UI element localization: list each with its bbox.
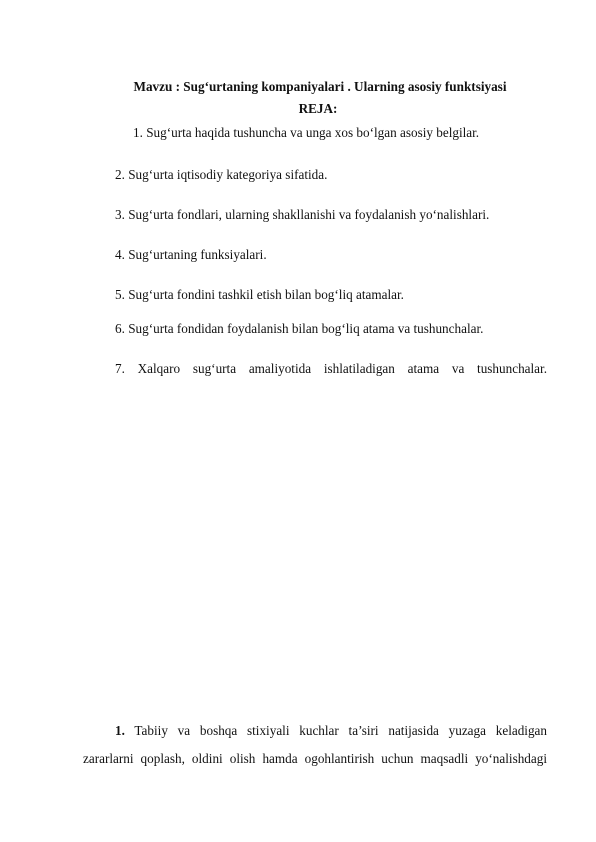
body-paragraph (83, 717, 547, 773)
plan-item-6: 6. Sug‘urta fondidan foydalanish bilan bog‘liq atama va tushunchalar. (115, 321, 484, 336)
document-title-text: Mavzu : Sug‘urtaning kompaniyalari . Ularning asosiy funktsiyasi (133, 79, 507, 94)
plan-item-5: 5. Sug‘urta fondini tashkil etish bilan bog‘liq atamalar. (115, 287, 404, 302)
body-paragraph-line-2: zararlarni qoplash, oldini olish hamda ogohlantirish uchun maqsadli yo‘nalishdagi (83, 751, 547, 766)
plan-item-2: 2. Sug‘urta iqtisodiy kategoriya sifatida. (115, 167, 328, 182)
plan-item-7: 7. Xalqaro sug‘urta amaliyotida ishlatiladigan atama va tushunchalar. (115, 361, 547, 376)
paragraph-number: 1. (115, 723, 125, 738)
plan-item-4: 4. Sug‘urtaning funksiyalari. (115, 247, 267, 262)
body-paragraph-line-1-text: Tabiiy va boshqa stixiyali kuchlar ta’siri natijasida yuzaga keladigan (134, 723, 548, 738)
plan-item-1: 1. Sug‘urta haqida tushuncha va unga xos bo‘lgan asosiy belgilar. (133, 125, 480, 140)
plan-heading: REJA: (298, 101, 338, 116)
document-title (0, 79, 596, 95)
body-paragraph-line-1 (83, 717, 547, 745)
plan-item-3: 3. Sug‘urta fondlari, ularning shakllanishi va foydalanish yo‘nalishlari. (115, 207, 490, 222)
